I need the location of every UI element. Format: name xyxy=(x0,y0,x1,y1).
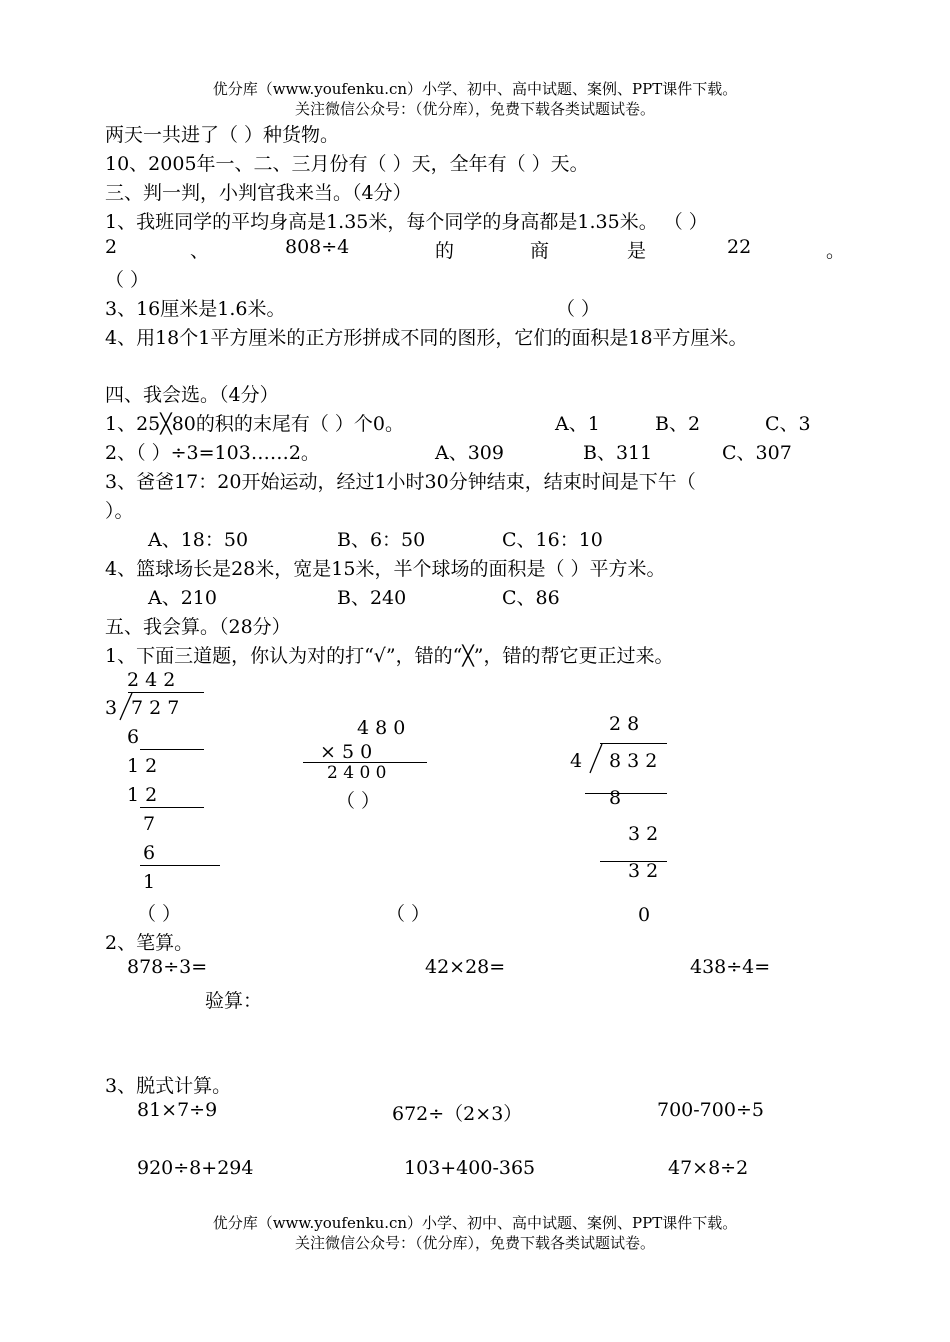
s4-q2-option-b: B、311 xyxy=(583,442,653,464)
s4-q1-option-b: B、2 xyxy=(655,413,701,435)
calc2-result: 2 4 0 0 xyxy=(327,763,387,783)
calc1-step: 1 xyxy=(143,871,156,893)
calc1-quotient: 2 4 2 xyxy=(127,669,176,691)
s4-q3-option-a: A、18：50 xyxy=(148,529,249,551)
s4-q1-option-c: C、3 xyxy=(765,413,811,435)
calc1-step-line xyxy=(140,749,204,750)
step-calc-item: 81×7÷9 xyxy=(137,1099,218,1121)
calc1-step: 7 xyxy=(143,813,156,835)
calc1-dividend: 7 2 7 xyxy=(131,697,180,719)
calc3-step: 3 2 xyxy=(628,823,659,845)
step-calc-item: 700-700÷5 xyxy=(657,1099,764,1121)
s4-q1-option-a: A、1 xyxy=(555,413,600,435)
calc1-step: 1 2 xyxy=(127,755,158,777)
s4-q3-option-c: C、16：10 xyxy=(502,529,603,551)
calc1-step-line xyxy=(140,865,220,866)
s3-q2-part: 2 xyxy=(105,236,118,258)
written-calc-item: 438÷4= xyxy=(690,956,771,978)
calc3-quotient-line xyxy=(600,743,667,744)
calc3-step: 3 2 xyxy=(628,860,659,882)
section-4-title: 四、我会选。（4分） xyxy=(105,384,279,406)
s5-question-2: 2、笔算。 xyxy=(105,932,194,954)
s4-q4-option-a: A、210 xyxy=(148,587,217,609)
written-calc-item: 42×28= xyxy=(425,956,506,978)
s4-q4-option-c: C、86 xyxy=(502,587,560,609)
calc3-division-bracket xyxy=(588,743,604,775)
s3-q2-part: 、 xyxy=(190,240,210,262)
header-line-1: 优分库（www.youfenku.cn）小学、初中、高中试题、案例、PPT课件下载。 xyxy=(212,80,738,98)
calc3-quotient: 2 8 xyxy=(609,713,640,735)
step-calc-item: 920÷8+294 xyxy=(137,1157,254,1179)
s4-question-4: 4、篮球场长是28米，宽是15米，半个球场的面积是（ ）平方米。 xyxy=(105,558,666,580)
s5-question-3: 3、脱式计算。 xyxy=(105,1075,232,1097)
check-label: 验算： xyxy=(205,990,263,1012)
calc1-step: 1 2 xyxy=(127,784,158,806)
calc3-dividend: 8 3 2 xyxy=(609,750,658,772)
calc2-mult: × 5 0 xyxy=(320,741,373,763)
section-5-title: 五、我会算。（28分） xyxy=(105,616,291,638)
step-calc-item: 47×8÷2 xyxy=(668,1157,749,1179)
calc1-step: 6 xyxy=(143,842,156,864)
calc3-step: 8 xyxy=(609,787,622,809)
question-10: 10、2005年一、二、三月份有（ ）天，全年有（ ）天。 xyxy=(105,153,589,175)
s4-q3-continue: ）。 xyxy=(105,500,134,522)
s3-question-3: 3、16厘米是1.6米。 xyxy=(105,298,286,320)
step-calc-item: 672÷（2×3） xyxy=(392,1103,523,1125)
s4-q2-option-c: C、307 xyxy=(722,442,792,464)
s3-question-4: 4、用18个1平方厘米的正方形拼成不同的图形，它们的面积是18平方厘米。 xyxy=(105,327,748,349)
s3-q2-paren: （ ） xyxy=(105,269,150,291)
s3-question-1: 1、我班同学的平均身高是1.35米，每个同学的身高都是1.35米。 （ ） xyxy=(105,211,708,233)
line-goods: 两天一共进了（ ）种货物。 xyxy=(105,124,340,146)
calc1-quotient-line xyxy=(128,692,204,693)
footer-line-1: 优分库（www.youfenku.cn）小学、初中、高中试题、案例、PPT课件下载。 xyxy=(212,1214,738,1232)
s4-q2-option-a: A、309 xyxy=(435,442,504,464)
calc3-step-line xyxy=(585,793,667,794)
s4-q4-option-b: B、240 xyxy=(337,587,407,609)
calc1-divisor: 3 xyxy=(105,697,118,719)
calc1-answer-paren: （ ） xyxy=(137,903,182,925)
calc1-step: 6 xyxy=(127,726,140,748)
calc2-answer-paren: （ ） xyxy=(336,790,381,812)
calc3-divisor: 4 xyxy=(570,750,583,772)
s4-q3-option-b: B、6：50 xyxy=(337,529,426,551)
calc1-step-line xyxy=(140,807,204,808)
s3-q2-part: 22 xyxy=(727,236,752,258)
header-line-2: 关注微信公众号：（优分库），免费下载各类试题试卷。 xyxy=(294,100,655,118)
footer-line-2: 关注微信公众号：（优分库），免费下载各类试题试卷。 xyxy=(294,1234,655,1252)
s4-question-3: 3、爸爸17：20开始运动，经过1小时30分钟结束，结束时间是下午（ xyxy=(105,471,696,493)
s3-q2-part: 是 xyxy=(627,240,647,262)
written-calc-item: 878÷3= xyxy=(127,956,208,978)
calc2-top: 4 8 0 xyxy=(357,717,406,739)
s3-q2-part: 的 xyxy=(435,240,455,262)
step-calc-item: 103+400-365 xyxy=(404,1157,536,1179)
s4-question-2: 2、（ ）÷3=103……2。 xyxy=(105,442,320,464)
s3-q2-part: 808÷4 xyxy=(285,236,350,258)
s4-question-1: 1、25╳80的积的末尾有（ ）个0。 xyxy=(105,413,405,435)
s5-question-1: 1、下面三道题，你认为对的打“√”，错的“╳”，错的帮它更正过来。 xyxy=(105,645,674,667)
calc3-step: 0 xyxy=(638,904,651,926)
s3-q2-part: 。 xyxy=(826,240,846,262)
section-3-title: 三、判一判，小判官我来当。（4分） xyxy=(105,182,412,204)
s3-q3-paren: （ ） xyxy=(556,298,601,320)
s3-q2-part: 商 xyxy=(530,240,550,262)
calc2-answer-paren-2: （ ） xyxy=(386,903,431,925)
